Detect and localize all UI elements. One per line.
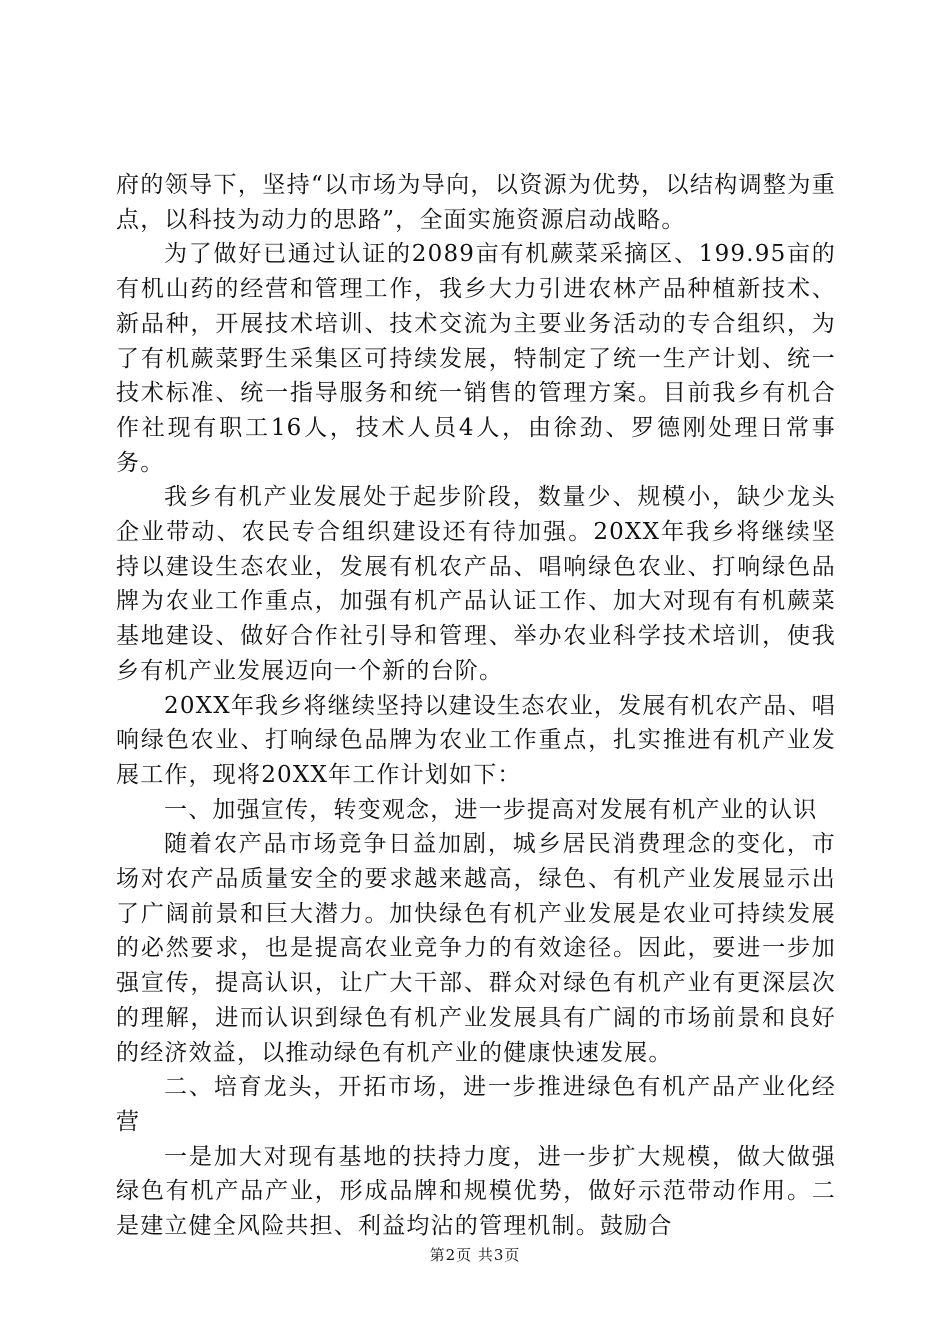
paragraph-development-stage: 我乡有机产业发展处于起步阶段，数量少、规模小，缺少龙头企业带动、农民专合组织建设还有待加强。20XX年我乡将继续坚持以建设生态农业，发展有机农产品、唱响绿色农业、打响绿色品牌为农业工作重点，加强有机产品认证工作、加大对现有有机蕨菜基地建设、做好合作社引导和管理、举办农业科学技术培训，使我乡有机产业发展迈向一个新的台阶。 bbox=[116, 484, 836, 684]
page-footer: 第2页 共3页 bbox=[429, 1246, 521, 1264]
paragraph-market-awareness: 随着农产品市场竞争日益加剧，城乡居民消费理念的变化，市场对农产品质量安全的要求越来越高，绿色、有机产业发展显示出了广阔前景和巨大潜力。加快绿色有机产业发展是农业可持续发展的必然要求，也是提高农业竞争力的有效途径。因此，要进一步加强宣传，提高认识，让广大干部、群众对绿色有机产业有更深层次的理解，进而认识到绿色有机产业发展具有广阔的市场前景和良好的经济效益，以推动绿色有机产业的健康快速发展。 bbox=[116, 831, 836, 1066]
section-heading-2: 二、培育龙头，开拓市场，进一步推进绿色有机产品产业化经营 bbox=[116, 1074, 836, 1135]
document-body bbox=[116, 168, 836, 1244]
paragraph-work-plan-intro: 20XX年我乡将继续坚持以建设生态农业，发展有机农产品、唱响绿色农业、打响绿色品牌为农业工作重点，扎实推进有机产业发展工作，现将20XX年工作计划如下： bbox=[116, 692, 836, 788]
section-heading-1: 一、加强宣传，转变观念，进一步提高对发展有机产业的认识 bbox=[164, 796, 818, 823]
paragraph-base-support: 一是加大对现有基地的扶持力度，进一步扩大规模，做大做强绿色有机产品产业，形成品牌和规模优势，做好示范带动作用。二是建立健全风险共担、利益均沾的管理机制。鼓励合 bbox=[116, 1143, 836, 1240]
paragraph-continuation: 府的领导下，坚持“以市场为导向，以资源为优势，以结构调整为重点，以科技为动力的思路”，全面实施资源启动战略。 bbox=[116, 172, 836, 233]
paragraph-certification: 为了做好已通过认证的2089亩有机蕨菜采摘区、199.95亩的有机山药的经营和管理工作，我乡大力引进农林产品种植新技术、新品种，开展技术培训、技术交流为主要业务活动的专合组织，为了有机蕨菜野生采集区可持续发展，特制定了统一生产计划、统一技术标准、统一指导服务和统一销售的管理方案。目前我乡有机合作社现有职工16人，技术人员4人，由徐劲、罗德刚处理日常事务。 bbox=[116, 241, 836, 476]
